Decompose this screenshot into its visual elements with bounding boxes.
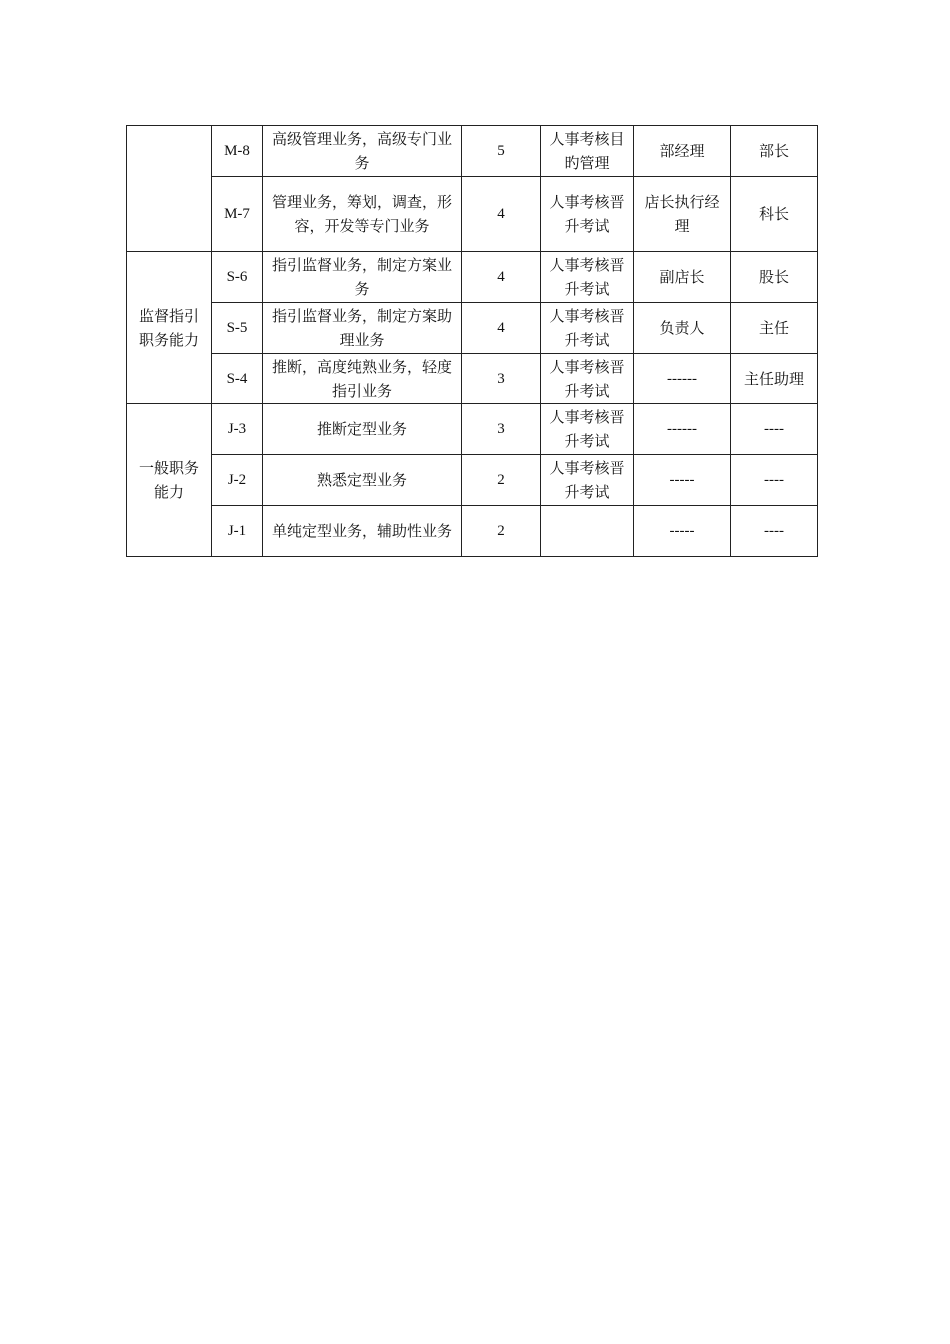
store-position-cell: 负责人 [634, 303, 731, 354]
table-row [127, 354, 818, 404]
evaluation-cell: 人事考核晋升考试 [541, 177, 634, 252]
office-position-cell: 部长 [731, 126, 818, 177]
table-row [127, 455, 818, 506]
job-description-cell: 管理业务，筹划，调查，形容，开发等专门业务 [263, 177, 462, 252]
level-cell: 4 [462, 303, 541, 354]
grade-code-cell: M-8 [212, 126, 263, 177]
grade-code-cell: S-5 [212, 303, 263, 354]
store-position-cell: ----- [634, 506, 731, 557]
table-row [127, 126, 818, 177]
table-row [127, 177, 818, 252]
ability-cell: 一般职务能力 [127, 404, 212, 557]
office-position-cell: ---- [731, 404, 818, 455]
table-row [127, 506, 818, 557]
store-position-cell: 部经理 [634, 126, 731, 177]
evaluation-cell [541, 506, 634, 557]
grade-code-cell: J-3 [212, 404, 263, 455]
evaluation-cell: 人事考核晋升考试 [541, 404, 634, 455]
job-description-cell: 指引监督业务，制定方案助理业务 [263, 303, 462, 354]
table-row [127, 252, 818, 303]
job-description-cell: 推断，高度纯熟业务，轻度指引业务 [263, 354, 462, 404]
job-description-cell: 高级管理业务，高级专门业务 [263, 126, 462, 177]
level-cell: 2 [462, 506, 541, 557]
ability-cell: 监督指引职务能力 [127, 252, 212, 404]
grade-code-cell: J-1 [212, 506, 263, 557]
job-description-cell: 熟悉定型业务 [263, 455, 462, 506]
store-position-cell: 店长执行经理 [634, 177, 731, 252]
ability-cell [127, 126, 212, 252]
job-description-cell: 单纯定型业务，辅助性业务 [263, 506, 462, 557]
grade-code-cell: M-7 [212, 177, 263, 252]
job-description-cell: 推断定型业务 [263, 404, 462, 455]
office-position-cell: 股长 [731, 252, 818, 303]
level-cell: 2 [462, 455, 541, 506]
table-row [127, 303, 818, 354]
level-cell: 5 [462, 126, 541, 177]
grade-code-cell: S-4 [212, 354, 263, 404]
office-position-cell: ---- [731, 506, 818, 557]
evaluation-cell: 人事考核晋升考试 [541, 252, 634, 303]
store-position-cell: 副店长 [634, 252, 731, 303]
evaluation-cell: 人事考核晋升考试 [541, 455, 634, 506]
office-position-cell: 科长 [731, 177, 818, 252]
job-grade-table [126, 125, 818, 557]
office-position-cell: 主任助理 [731, 354, 818, 404]
store-position-cell: ------ [634, 404, 731, 455]
level-cell: 3 [462, 404, 541, 455]
grade-code-cell: S-6 [212, 252, 263, 303]
store-position-cell: ----- [634, 455, 731, 506]
grade-code-cell: J-2 [212, 455, 263, 506]
table-row [127, 404, 818, 455]
evaluation-cell: 人事考核晋升考试 [541, 303, 634, 354]
evaluation-cell: 人事考核晋升考试 [541, 354, 634, 404]
evaluation-cell: 人事考核目旳管理 [541, 126, 634, 177]
level-cell: 4 [462, 252, 541, 303]
level-cell: 3 [462, 354, 541, 404]
store-position-cell: ------ [634, 354, 731, 404]
job-description-cell: 指引监督业务，制定方案业务 [263, 252, 462, 303]
office-position-cell: ---- [731, 455, 818, 506]
office-position-cell: 主任 [731, 303, 818, 354]
level-cell: 4 [462, 177, 541, 252]
